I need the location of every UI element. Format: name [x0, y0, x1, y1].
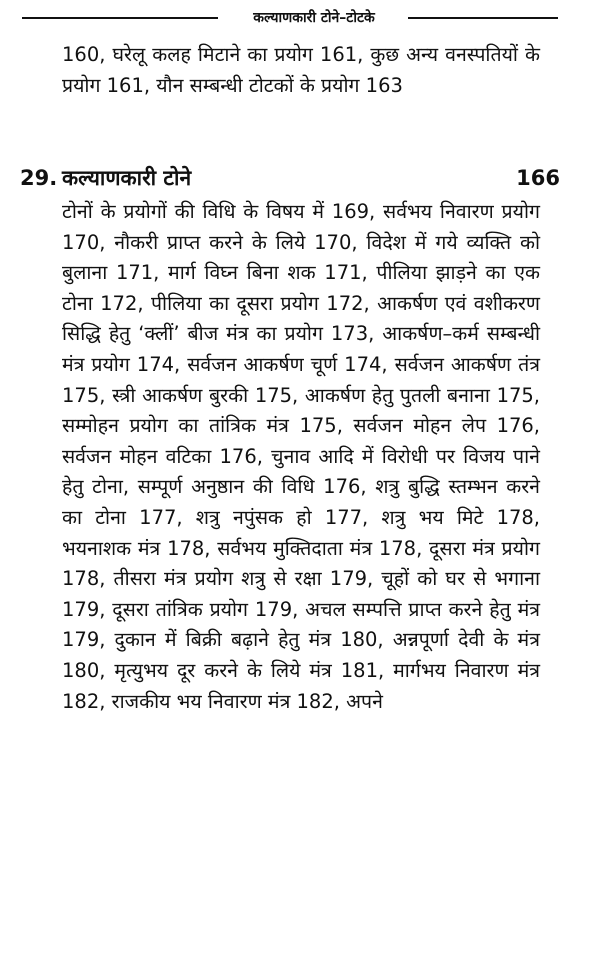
entry-title: कल्याणकारी टोने — [62, 166, 192, 190]
running-header — [22, 6, 558, 30]
running-header-title: कल्याणकारी टोने–टोटके — [253, 10, 375, 26]
entry-page-number: 166 — [516, 166, 560, 190]
entry-number: 29. — [20, 166, 58, 190]
continuation-paragraph: 160, घरेलू कलह मिटाने का प्रयोग 161, कुछ अन्य वनस्पतियों के प्रयोग 161, यौन सम्बन्धी टोटकों के प्रयोग 163 — [62, 43, 540, 97]
entry-contents-paragraph: टोनों के प्रयोगों की विधि के विषय में 169, सर्वभय निवारण प्रयोग 170, नौकरी प्राप्त करने के लिये 170, विदेश में गये व्यक्ति को बुलाना 171, मार्ग विघ्न बिना शक 171, पीलिया झाड़ने का एक टोना 172, पीलिया का दूसरा प्रयोग 172, आकर्षण एवं वशीकरण सिद्धि हेतु ‘क्लीं’ बीज मंत्र का प्रयोग 173, आकर्षण–कर्म सम्बन्धी मंत्र प्रयोग 174, सर्वजन आकर्षण चूर्ण 174, सर्वजन आकर्षण तंत्र 175, स्त्री आकर्षण बुरकी 175, आकर्षण हेतु पुतली बनाना 175, सम्मोहन प्रयोग का तांत्रिक मंत्र 175, सर्वजन मोहन लेप 176, सर्वजन मोहन वटिका 176, चुनाव आदि में विरोधी पर विजय पाने हेतु टोना, सम्पूर्ण अनुष्ठान की विधि 176, शत्रु बुद्धि स्तम्भन करने का टोना 177, शत्रु नपुंसक हो 177, शत्रु भय मिटे 178, भयनाशक मंत्र 178, सर्वभय मुक्तिदाता मंत्र 178, दूसरा मंत्र प्रयोग 178, तीसरा मंत्र प्रयोग शत्रु से रक्षा 179, चूहों को घर से भगाना 179, दूसरा तांत्रिक प्रयोग 179, अचल सम्पत्ति प्राप्त करने हेतु मंत्र 179, दुकान में बिक्री बढ़ाने हेतु मंत्र 180, अन्नपूर्णा देवी के मंत्र 180, मृत्युभय दूर करने के लिये मंत्र 181, मार्गभय निवारण मंत्र 182, राजकीय भय निवारण मंत्र 182, अपने — [62, 200, 540, 713]
header-rule-right — [408, 17, 558, 19]
toc-entry-heading — [20, 163, 560, 193]
header-rule-left — [22, 17, 218, 19]
